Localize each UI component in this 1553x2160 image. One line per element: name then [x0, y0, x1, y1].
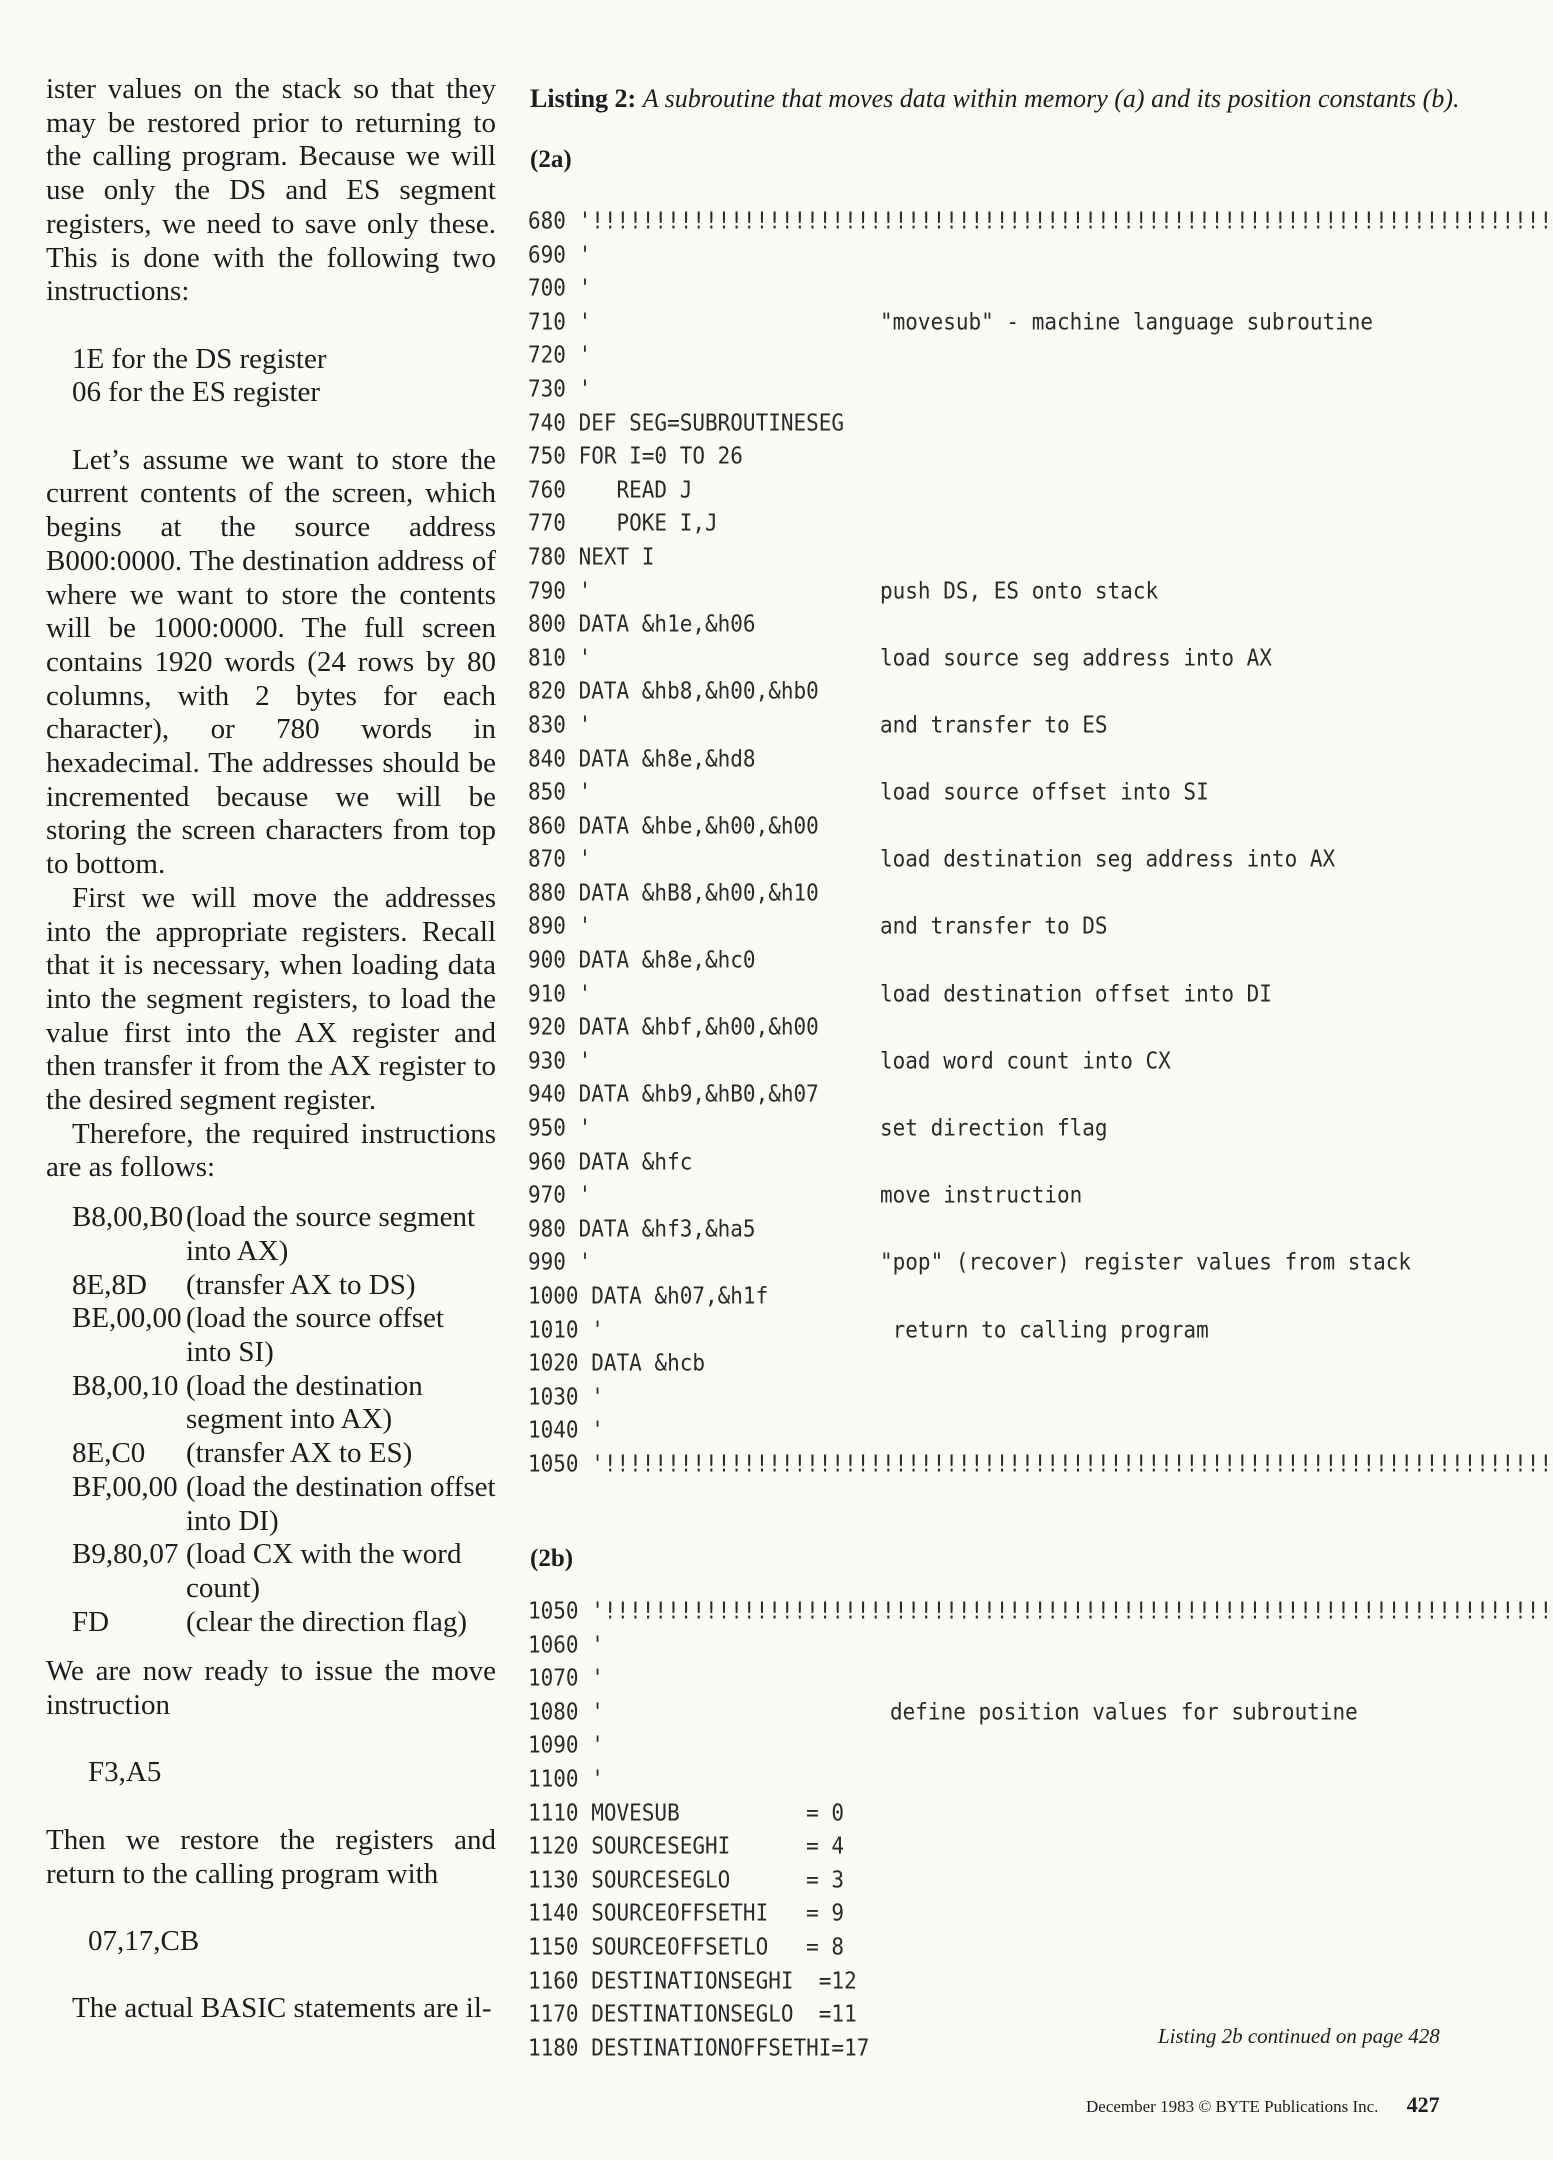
listing-comment: set direction flag — [880, 1114, 1108, 1142]
instruction-desc: (load the source offset into SI) — [186, 1302, 444, 1368]
listing-code: 1020 DATA &hcb — [528, 1349, 706, 1377]
instruction-row — [72, 1471, 496, 1538]
caption-text: A subroutine that moves data within memory (a) and its position constants (b). — [642, 84, 1460, 113]
listing-code: 800 DATA &h1e,&h06 — [528, 610, 756, 638]
listing-line — [528, 1078, 1548, 1112]
instruction-desc: (load the destination offset into DI) — [186, 1470, 496, 1537]
page-number: 427 — [1406, 2092, 1440, 2117]
instruction-row — [72, 1302, 496, 1369]
left-text-column — [46, 73, 496, 2026]
instruction-row — [72, 1370, 496, 1437]
listing-line — [528, 1595, 1553, 1629]
page-footer — [1086, 2092, 1440, 2118]
listing-line — [528, 1213, 1548, 1247]
listing-a — [528, 205, 1553, 1482]
instruction-desc: (transfer AX to DS) — [186, 1268, 416, 1301]
listing-code: 740 DEF SEG=SUBROUTINESEG — [528, 409, 845, 436]
listing-code: 1000 DATA &h07,&h1f — [528, 1282, 769, 1310]
listing-line — [528, 642, 1548, 676]
listing-code: 810 ' — [528, 644, 592, 672]
listing-code: 1040 ' — [528, 1416, 604, 1444]
instruction-row — [72, 1437, 496, 1471]
listing-line — [528, 373, 1548, 407]
listing-line — [528, 1965, 1548, 1999]
instruction-desc: (transfer AX to ES) — [186, 1437, 413, 1470]
listing-code: 1070 ' — [528, 1664, 604, 1692]
listing-line — [528, 306, 1548, 340]
listing-code: 870 ' — [528, 845, 592, 873]
listing-line — [528, 810, 1548, 844]
listing-line — [528, 1314, 1548, 1348]
instruction-row — [72, 1606, 496, 1640]
listing-comment: load word count into CX — [880, 1047, 1171, 1075]
listing-line — [528, 1864, 1548, 1898]
listing-code: 970 ' — [528, 1181, 592, 1209]
listing-comment: load destination offset into DI — [880, 980, 1272, 1008]
listing-code: 1110 MOVESUB = 0 — [528, 1799, 845, 1826]
listing-code: 830 ' — [528, 711, 592, 739]
listing-line — [528, 709, 1548, 743]
footer-credit: December 1983 © BYTE Publications Inc. — [1086, 2097, 1379, 2116]
paragraph: Therefore, the required instructions are as follows: — [46, 1117, 496, 1184]
listing-comment: load source offset into SI — [880, 778, 1209, 806]
listing-line — [528, 843, 1548, 877]
instruction-table — [72, 1201, 496, 1639]
listing-line — [528, 944, 1548, 978]
listing-code: 960 DATA &hfc — [528, 1148, 693, 1175]
listing-code: 1160 DESTINATIONSEGHI =12 — [528, 1966, 857, 1994]
listing-code: 1030 ' — [528, 1383, 604, 1411]
listing-code: 750 FOR I=0 TO 26 — [528, 442, 743, 470]
listing-comment: "pop" (recover) register values from stack — [880, 1248, 1412, 1276]
listing-code: 1010 ' — [528, 1316, 604, 1343]
listing-code: 950 ' — [528, 1114, 592, 1142]
paragraph: ister values on the stack so that they may be restored prior to returning to the calling program. Because we will use only the DS and ES segment registers, we need to save only these. This is done with the following two instructions: — [46, 73, 496, 308]
listing-line — [528, 978, 1548, 1012]
register-line: 06 for the ES register — [72, 376, 321, 409]
listing-code: 690 ' — [528, 241, 592, 268]
paragraph: Let’s assume we want to store the current contents of the screen, which begins at the source address B000:0000. The destination address of where we want to store the contents will be 1000:0000. The full screen contains 1920 words (24 rows by 80 columns, with 2 bytes for each character), or 780 words in hexadecimal. The addresses should be incremented because we will be storing the screen characters from top to bottom. — [46, 443, 496, 881]
listing-line — [528, 675, 1548, 709]
listing-code: 730 ' — [528, 375, 592, 403]
listing-code: 1080 ' — [528, 1698, 604, 1726]
listing-code: 1090 ' — [528, 1731, 604, 1759]
listing-line — [528, 608, 1548, 642]
listing-line — [528, 910, 1548, 944]
listing-line — [528, 1729, 1548, 1763]
listing-line — [528, 239, 1548, 273]
listing-line — [528, 205, 1553, 239]
listing-code: 720 ' — [528, 341, 592, 369]
listing-code: 1100 ' — [528, 1765, 604, 1793]
instruction-code: B8,00,B0 — [72, 1201, 184, 1234]
listing-code: 820 DATA &hb8,&h00,&hb0 — [528, 677, 819, 705]
listing-code: 780 NEXT I — [528, 543, 655, 571]
listing-line — [528, 1414, 1548, 1448]
listing-code: 1170 DESTINATIONSEGLO =11 — [528, 2000, 857, 2028]
listing-comment: and transfer to ES — [880, 711, 1108, 739]
listing-code: 1060 ' — [528, 1631, 604, 1658]
listing-code: 1130 SOURCESEGLO = 3 — [528, 1866, 845, 1894]
listing-code: 680 '!!!!!!!!!!!!!!!!!!!!!!!!!!!!!!!!!!!!!!!!!!!!!!!!!!!!!!!!!!!!!!!!!!!!!!!!!!!! — [528, 207, 1553, 235]
listing-b — [528, 1595, 1553, 2065]
listing-code: 940 DATA &hb9,&hB0,&h07 — [528, 1080, 819, 1108]
listing-comment: load destination seg address into AX — [880, 845, 1336, 873]
instruction-code: BF,00,00 — [72, 1470, 178, 1503]
listing-line — [528, 339, 1548, 373]
instruction-code: FD — [72, 1605, 110, 1638]
instruction-row — [72, 1538, 496, 1605]
listing-line — [528, 1011, 1548, 1045]
instruction-desc: (clear the direction flag) — [186, 1605, 467, 1638]
listing-code: 710 ' — [528, 308, 592, 336]
caption-label: Listing 2: — [530, 84, 637, 113]
listing-comment: define position values for subroutine — [890, 1698, 1358, 1726]
instruction-code: B9,80,07 — [72, 1538, 179, 1571]
listing-code: 860 DATA &hbe,&h00,&h00 — [528, 812, 819, 840]
listing-code: 1120 SOURCESEGHI = 4 — [528, 1832, 845, 1860]
listing-code: 1050 '!!!!!!!!!!!!!!!!!!!!!!!!!!!!!!!!!!!!!!!!!!!!!!!!!!!!!!!!!!!!!!!!!!!!!!!!!!! — [528, 1450, 1553, 1478]
listing-line — [528, 541, 1548, 575]
listing-line — [528, 1347, 1548, 1381]
listing-line — [528, 1830, 1548, 1864]
listing-code: 840 DATA &h8e,&hd8 — [528, 744, 756, 772]
listing-line — [528, 1763, 1548, 1797]
instruction-code: BE,00,00 — [72, 1302, 182, 1335]
listing-line — [528, 440, 1548, 474]
paragraph: The actual BASIC statements are il- — [72, 1992, 492, 2025]
listing-comment: return to calling program — [880, 1316, 1209, 1343]
listing-code: 1150 SOURCEOFFSETLO = 8 — [528, 1933, 845, 1961]
listing-code: 980 DATA &hf3,&ha5 — [528, 1215, 756, 1243]
listing-line — [528, 1448, 1553, 1482]
listing-line — [528, 1931, 1548, 1965]
listing-line — [528, 1797, 1548, 1831]
continued-note: Listing 2b continued on page 428 — [1158, 2024, 1440, 2048]
listing-line — [528, 1696, 1548, 1730]
listing-b-label: (2b) — [530, 1545, 574, 1572]
listing-line — [528, 272, 1548, 306]
move-code: F3,A5 — [88, 1756, 162, 1789]
listing-line — [528, 1146, 1548, 1180]
listing-line — [528, 1246, 1548, 1280]
paragraph: Then we restore the registers and return to the calling program with — [46, 1823, 496, 1890]
listing-code: 990 ' — [528, 1248, 592, 1276]
listing-line — [528, 575, 1548, 609]
paragraph: First we will move the addresses into the appropriate registers. Recall that it is necessary, when loading data into the segment registers, to load the value first into the AX register and then transfer it from the AX register to the desired segment register. — [46, 881, 496, 1117]
listing-code: 850 ' — [528, 778, 592, 806]
listing-line — [528, 1280, 1548, 1314]
listing-line — [528, 1897, 1548, 1931]
paragraph: We are now ready to issue the move instruction — [46, 1655, 496, 1722]
restore-code: 07,17,CB — [88, 1924, 200, 1957]
listing-code: 880 DATA &hB8,&h00,&h10 — [528, 879, 819, 907]
listing-a-label: (2a) — [530, 146, 572, 173]
listing-line — [528, 1112, 1548, 1146]
listing-code: 790 ' — [528, 576, 592, 604]
listing-code: 900 DATA &h8e,&hc0 — [528, 946, 756, 974]
listing-code: 1180 DESTINATIONOFFSETHI=17 — [528, 2034, 870, 2062]
instruction-row — [72, 1201, 496, 1268]
instruction-desc: (load the destination segment into AX) — [186, 1369, 423, 1436]
instruction-code: B8,00,10 — [72, 1369, 179, 1402]
listing-line — [528, 1179, 1548, 1213]
instruction-desc: (load CX with the word count) — [186, 1538, 462, 1604]
listing-comment: "movesub" - machine language subroutine — [880, 308, 1374, 336]
instruction-desc: (load the source segment into AX) — [186, 1201, 476, 1267]
listing-line — [528, 1045, 1548, 1079]
listing-code: 920 DATA &hbf,&h00,&h00 — [528, 1013, 819, 1041]
listing-comment: move instruction — [880, 1181, 1083, 1209]
listing-line — [528, 407, 1548, 441]
listing-code: 770 POKE I,J — [528, 509, 718, 537]
listing-line — [528, 877, 1548, 911]
listing-code: 1140 SOURCEOFFSETHI = 9 — [528, 1899, 845, 1927]
listing-code: 910 ' — [528, 980, 592, 1008]
listing-code: 1050 '!!!!!!!!!!!!!!!!!!!!!!!!!!!!!!!!!!!!!!!!!!!!!!!!!!!!!!!!!!!!!!!!!!!!!!!!!!! — [528, 1597, 1553, 1625]
listing-code: 700 ' — [528, 274, 592, 302]
listing-line — [528, 1381, 1548, 1415]
listing-line — [528, 474, 1548, 508]
listing-line — [528, 776, 1548, 810]
listing-line — [528, 1662, 1548, 1696]
register-line: 1E for the DS register — [72, 342, 327, 375]
listing-code: 930 ' — [528, 1047, 592, 1075]
listing-caption — [530, 84, 1459, 114]
listing-line — [528, 743, 1548, 777]
instruction-code: 8E,C0 — [72, 1437, 146, 1470]
listing-line — [528, 507, 1548, 541]
listing-comment: push DS, ES onto stack — [880, 576, 1159, 604]
listing-comment: load source seg address into AX — [880, 644, 1272, 672]
instruction-row — [72, 1269, 496, 1303]
listing-line — [528, 1629, 1548, 1663]
instruction-code: 8E,8D — [72, 1268, 147, 1301]
listing-comment: and transfer to DS — [880, 912, 1108, 940]
listing-code: 890 ' — [528, 912, 592, 940]
listing-code: 760 READ J — [528, 476, 693, 504]
